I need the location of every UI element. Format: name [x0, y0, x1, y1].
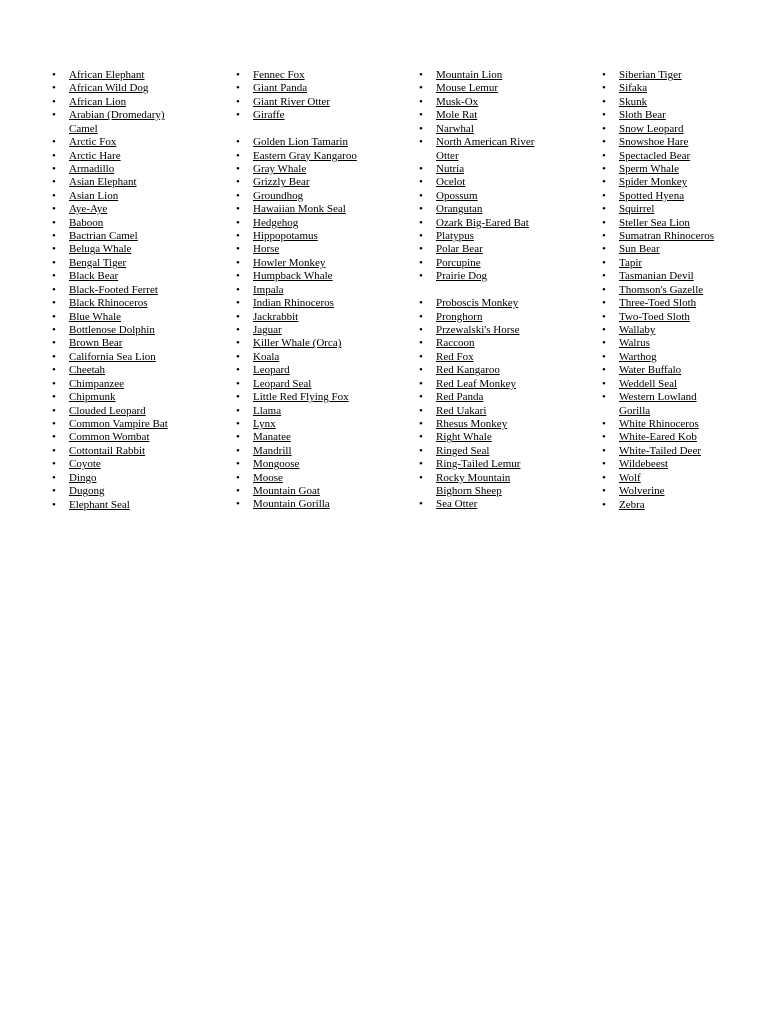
animal-link[interactable]: Red Kangaroo	[436, 364, 500, 377]
animal-link[interactable]: Rocky Mountain	[436, 471, 511, 484]
list-item	[253, 472, 357, 485]
list-item	[619, 499, 714, 512]
animal-link[interactable]: Two-Toed Sloth	[619, 310, 690, 323]
list-item	[69, 203, 168, 216]
list-item	[436, 324, 534, 337]
animal-link[interactable]: Sea Otter	[436, 498, 478, 511]
list-item	[619, 96, 714, 109]
animal-link[interactable]: Wallaby	[619, 324, 656, 337]
animal-link[interactable]: Leopard	[253, 364, 290, 377]
list-item	[436, 485, 534, 498]
list-item	[619, 136, 714, 149]
list-item	[436, 163, 534, 176]
list-item	[436, 136, 534, 149]
animal-link[interactable]: Humpback Whale	[253, 270, 333, 283]
animal-link[interactable]: Gray Whale	[253, 162, 307, 175]
list-item	[69, 378, 168, 391]
list-item	[436, 230, 534, 243]
list-item	[69, 109, 168, 122]
list-item	[253, 217, 357, 230]
animal-link[interactable]: Dingo	[69, 471, 97, 484]
animal-link[interactable]: Sloth Bear	[619, 109, 666, 122]
animal-link[interactable]: White-Tailed Deer	[619, 444, 701, 457]
animal-link[interactable]: Manatee	[253, 431, 291, 444]
list-item	[436, 150, 534, 163]
list-item	[253, 284, 357, 297]
animal-link[interactable]: Squirrel	[619, 203, 655, 216]
list-item	[619, 485, 714, 498]
animal-link[interactable]: Prairie Dog	[436, 270, 488, 283]
list-item	[619, 69, 714, 82]
animal-link[interactable]: Sun Bear	[619, 243, 660, 256]
list-item	[69, 190, 168, 203]
list-item	[69, 445, 168, 458]
animal-link[interactable]: Bactrian Camel	[69, 230, 138, 243]
animal-link[interactable]: White Rhinoceros	[619, 417, 699, 430]
list-item	[253, 203, 357, 216]
list-item	[619, 270, 714, 283]
animal-link[interactable]: Ring-Tailed Lemur	[436, 458, 521, 471]
list-item	[436, 458, 534, 471]
animal-link[interactable]: Mongoose	[253, 458, 300, 471]
list-item	[253, 109, 357, 122]
animal-link[interactable]: Chimpanzee	[69, 377, 124, 390]
list-item	[69, 458, 168, 471]
animal-link[interactable]: Mountain Lion	[436, 69, 503, 81]
animal-link[interactable]: Koala	[253, 350, 280, 363]
animal-link[interactable]: Aye-Aye	[69, 203, 108, 216]
list-item	[436, 217, 534, 230]
list-item	[436, 243, 534, 256]
animal-link[interactable]: Blue Whale	[69, 310, 122, 323]
animal-link[interactable]: Black Bear	[69, 270, 119, 283]
list-item	[436, 351, 534, 364]
list-item	[69, 431, 168, 444]
list-item	[69, 96, 168, 109]
animal-link[interactable]: Red Panda	[436, 391, 484, 404]
animal-link[interactable]: Warthog	[619, 350, 657, 363]
animal-link[interactable]: African Wild Dog	[69, 82, 149, 95]
animal-link[interactable]: Leopard Seal	[253, 377, 312, 390]
animal-link[interactable]: Spectacled Bear	[619, 149, 691, 162]
list-item	[69, 217, 168, 230]
animal-link[interactable]: Skunk	[619, 95, 648, 108]
animal-link[interactable]: Snowshoe Hare	[619, 136, 689, 149]
animal-link[interactable]: Proboscis Monkey	[436, 297, 519, 310]
list-item	[69, 284, 168, 297]
list-item	[69, 364, 168, 377]
animal-link[interactable]: Killer Whale (Orca)	[253, 337, 342, 350]
list-item	[253, 176, 357, 189]
list-item	[69, 351, 168, 364]
list-item	[69, 499, 168, 512]
animal-link[interactable]: Sumatran Rhinoceros	[619, 230, 715, 243]
list-item	[436, 472, 534, 485]
animal-link[interactable]: Asian Elephant	[69, 176, 137, 189]
animal-link[interactable]: Ringed Seal	[436, 444, 490, 457]
list-item	[69, 69, 168, 82]
animal-link[interactable]: Moose	[253, 471, 283, 484]
animal-link[interactable]: Nutria	[436, 162, 465, 175]
animal-link[interactable]: Three-Toed Sloth	[619, 297, 697, 310]
animal-link[interactable]: Jaguar	[253, 324, 282, 336]
animal-link[interactable]: Hippopotamus	[253, 230, 318, 243]
animal-link[interactable]: Armadillo	[69, 162, 115, 175]
animal-link[interactable]: Fennec Fox	[253, 69, 305, 81]
list-item	[69, 230, 168, 243]
list-item	[619, 324, 714, 337]
list-item	[69, 243, 168, 256]
column-1	[69, 69, 168, 512]
list-item	[253, 405, 357, 418]
animal-link[interactable]: Bengal Tiger	[69, 256, 127, 269]
animal-link[interactable]: Wolf	[619, 471, 641, 484]
animal-link[interactable]: Walrus	[619, 337, 650, 350]
animal-link[interactable]: Musk-Ox	[436, 95, 479, 108]
list-item	[619, 163, 714, 176]
list-item	[253, 324, 357, 337]
list-item	[69, 297, 168, 310]
list-item	[253, 82, 357, 95]
list-item	[69, 337, 168, 350]
list-item	[253, 418, 357, 431]
list-item	[69, 150, 168, 163]
list-item	[436, 257, 534, 270]
list-item	[253, 150, 357, 163]
list-spacer	[253, 123, 357, 136]
list-item	[436, 498, 534, 511]
animal-link[interactable]: Right Whale	[436, 431, 492, 444]
list-item	[619, 217, 714, 230]
animal-link[interactable]: Sperm Whale	[619, 162, 679, 175]
animal-link[interactable]: Orangutan	[436, 203, 483, 216]
list-item	[619, 445, 714, 458]
animal-link[interactable]: Brown Bear	[69, 337, 123, 350]
animal-link[interactable]: Lynx	[253, 417, 276, 430]
animal-link[interactable]: Common Wombat	[69, 431, 150, 444]
animal-link[interactable]: Opossum	[436, 189, 478, 202]
list-item	[69, 311, 168, 324]
list-item	[619, 431, 714, 444]
list-item	[436, 96, 534, 109]
column-4	[619, 69, 714, 512]
animal-link[interactable]: Red Leaf Monkey	[436, 377, 517, 390]
list-item	[253, 378, 357, 391]
list-item	[436, 203, 534, 216]
animal-link[interactable]: Snow Leopard	[619, 122, 684, 135]
list-item	[253, 311, 357, 324]
animal-link[interactable]: Ocelot	[436, 176, 466, 189]
animal-link[interactable]: Mountain Gorilla	[253, 498, 330, 511]
list-item	[436, 391, 534, 404]
list-item	[436, 176, 534, 189]
list-item	[436, 311, 534, 324]
list-item	[619, 472, 714, 485]
animal-link[interactable]: Mountain Goat	[253, 485, 320, 498]
list-item	[619, 203, 714, 216]
animal-link[interactable]: Little Red Flying Fox	[253, 391, 349, 404]
list-item	[619, 109, 714, 122]
list-item	[69, 163, 168, 176]
animal-link[interactable]: Jackrabbit	[253, 310, 299, 323]
animal-link[interactable]: Grizzly Bear	[253, 176, 310, 189]
animal-link[interactable]: Coyote	[69, 458, 101, 471]
list-item	[619, 176, 714, 189]
list-item	[253, 485, 357, 498]
list-item	[253, 351, 357, 364]
animal-link[interactable]: Howler Monkey	[253, 256, 326, 269]
animal-link[interactable]: Spotted Hyena	[619, 189, 685, 202]
animal-link[interactable]: Przewalski's Horse	[436, 324, 520, 336]
list-item	[253, 243, 357, 256]
animal-link[interactable]: Arabian (Dromedary)	[69, 109, 165, 122]
list-item	[253, 230, 357, 243]
list-spacer	[436, 284, 534, 297]
animal-link[interactable]: Thomson's Gazelle	[619, 283, 704, 296]
animal-link[interactable]: Elephant Seal	[69, 498, 130, 511]
list-item	[253, 297, 357, 310]
animal-link[interactable]: Baboon	[69, 216, 104, 229]
list-item	[436, 405, 534, 418]
animal-link[interactable]: Wildebeest	[619, 458, 669, 471]
animal-link[interactable]: Common Vampire Bat	[69, 417, 168, 430]
animal-link[interactable]: Cheetah	[69, 364, 106, 377]
list-item	[619, 150, 714, 163]
animal-link[interactable]: Mandrill	[253, 444, 292, 457]
animal-link[interactable]: Giant Panda	[253, 82, 308, 95]
animal-link[interactable]: Horse	[253, 243, 280, 256]
list-item	[253, 498, 357, 511]
animal-link[interactable]: Asian Lion	[69, 189, 119, 202]
list-item	[69, 324, 168, 337]
column-2	[253, 69, 357, 512]
list-item	[619, 378, 714, 391]
animal-link[interactable]: Narwhal	[436, 122, 474, 135]
animal-link[interactable]: Impala	[253, 283, 284, 296]
list-item	[253, 96, 357, 109]
list-item	[253, 445, 357, 458]
list-item	[619, 405, 714, 418]
animal-link[interactable]: Pronghorn	[436, 310, 483, 323]
list-item	[619, 284, 714, 297]
list-item	[253, 337, 357, 350]
list-item	[69, 270, 168, 283]
animal-link[interactable]: Hedgehog	[253, 216, 299, 229]
animal-link[interactable]: Arctic Fox	[69, 136, 117, 149]
list-item	[69, 82, 168, 95]
animal-link[interactable]: Black-Footed Ferret	[69, 283, 158, 296]
animal-link[interactable]: Ozark Big-Eared Bat	[436, 216, 529, 229]
list-item	[253, 257, 357, 270]
list-item	[436, 109, 534, 122]
list-item	[619, 458, 714, 471]
animal-link[interactable]: Chipmunk	[69, 391, 116, 404]
animal-link[interactable]: Steller Sea Lion	[619, 216, 690, 229]
animal-link[interactable]: Red Uakari	[436, 404, 487, 417]
list-item	[436, 297, 534, 310]
animal-link[interactable]: Raccoon	[436, 337, 475, 350]
animal-link[interactable]: Gorilla	[619, 404, 651, 417]
list-item	[619, 391, 714, 404]
list-item	[619, 297, 714, 310]
animal-link[interactable]: Groundhog	[253, 189, 304, 202]
list-item	[619, 364, 714, 377]
animal-link[interactable]: Tasmanian Devil	[619, 270, 694, 283]
list-item	[253, 391, 357, 404]
animal-link[interactable]: Giraffe	[253, 109, 285, 122]
animal-link[interactable]: African Lion	[69, 95, 127, 108]
list-item	[619, 243, 714, 256]
animal-link[interactable]: Tapir	[619, 256, 643, 269]
animal-link[interactable]: Bighorn Sheep	[436, 485, 502, 498]
list-item	[436, 190, 534, 203]
list-item	[619, 230, 714, 243]
list-item	[436, 364, 534, 377]
list-item	[436, 82, 534, 95]
animal-link[interactable]: Arctic Hare	[69, 149, 121, 162]
list-item	[253, 270, 357, 283]
list-item	[69, 136, 168, 149]
list-item	[253, 190, 357, 203]
animal-link[interactable]: North American River	[436, 136, 535, 149]
animal-link[interactable]: Beluga Whale	[69, 243, 132, 256]
list-item	[619, 351, 714, 364]
list-item	[69, 391, 168, 404]
animal-link[interactable]: Siberian Tiger	[619, 69, 682, 81]
animal-link[interactable]: Spider Monkey	[619, 176, 688, 189]
list-item	[619, 311, 714, 324]
list-item	[436, 337, 534, 350]
list-item	[253, 69, 357, 82]
list-item	[253, 431, 357, 444]
list-item	[69, 485, 168, 498]
animal-link[interactable]: Rhesus Monkey	[436, 417, 508, 430]
list-item	[69, 257, 168, 270]
animal-link[interactable]: Hawaiian Monk Seal	[253, 203, 346, 216]
animal-link[interactable]: Western Lowland	[619, 391, 697, 404]
list-item	[436, 431, 534, 444]
animal-link[interactable]: Cottontail Rabbit	[69, 444, 146, 457]
animal-link[interactable]: Clouded Leopard	[69, 404, 146, 417]
list-item	[69, 405, 168, 418]
animal-link[interactable]: Camel	[69, 122, 98, 135]
list-item	[69, 418, 168, 431]
animal-link[interactable]: Giant River Otter	[253, 95, 330, 108]
list-item	[436, 378, 534, 391]
animal-link[interactable]: California Sea Lion	[69, 350, 156, 363]
list-item	[436, 270, 534, 283]
list-item	[436, 445, 534, 458]
list-item	[619, 418, 714, 431]
animal-link[interactable]: Weddell Seal	[619, 377, 678, 390]
animal-link[interactable]: Wolverine	[619, 485, 665, 498]
animal-link[interactable]: Zebra	[619, 498, 645, 511]
list-item	[436, 418, 534, 431]
animal-link[interactable]: Golden Lion Tamarin	[253, 136, 348, 149]
list-item	[619, 82, 714, 95]
animal-link[interactable]: Water Buffalo	[619, 364, 682, 377]
animal-link[interactable]: Bottlenose Dolphin	[69, 324, 155, 337]
animal-link[interactable]: Llama	[253, 404, 282, 417]
animal-link[interactable]: Mouse Lemur	[436, 82, 499, 95]
list-item	[436, 69, 534, 82]
list-item	[69, 176, 168, 189]
list-item	[69, 472, 168, 485]
list-item	[436, 123, 534, 136]
list-item	[619, 257, 714, 270]
list-item	[69, 123, 168, 136]
list-item	[253, 136, 357, 149]
column-3	[436, 69, 534, 512]
animal-link[interactable]: Mole Rat	[436, 109, 478, 122]
list-item	[619, 190, 714, 203]
animal-link[interactable]: Eastern Gray Kangaroo	[253, 149, 357, 162]
animal-link[interactable]: Porcupine	[436, 256, 481, 269]
list-item	[619, 123, 714, 136]
animal-link[interactable]: Platypus	[436, 230, 474, 243]
list-item	[253, 163, 357, 176]
list-item	[253, 458, 357, 471]
animal-link[interactable]: Dugong	[69, 485, 105, 498]
animal-link[interactable]: Polar Bear	[436, 243, 483, 256]
list-item	[253, 364, 357, 377]
animal-link[interactable]: Otter	[436, 149, 459, 162]
animal-link[interactable]: Sifaka	[619, 82, 648, 95]
animal-link[interactable]: White-Eared Kob	[619, 431, 697, 444]
animal-link[interactable]: African Elephant	[69, 69, 145, 81]
animal-link[interactable]: Red Fox	[436, 350, 474, 363]
animal-link[interactable]: Black Rhinoceros	[69, 297, 148, 310]
animal-link[interactable]: Indian Rhinoceros	[253, 297, 334, 310]
list-item	[619, 337, 714, 350]
